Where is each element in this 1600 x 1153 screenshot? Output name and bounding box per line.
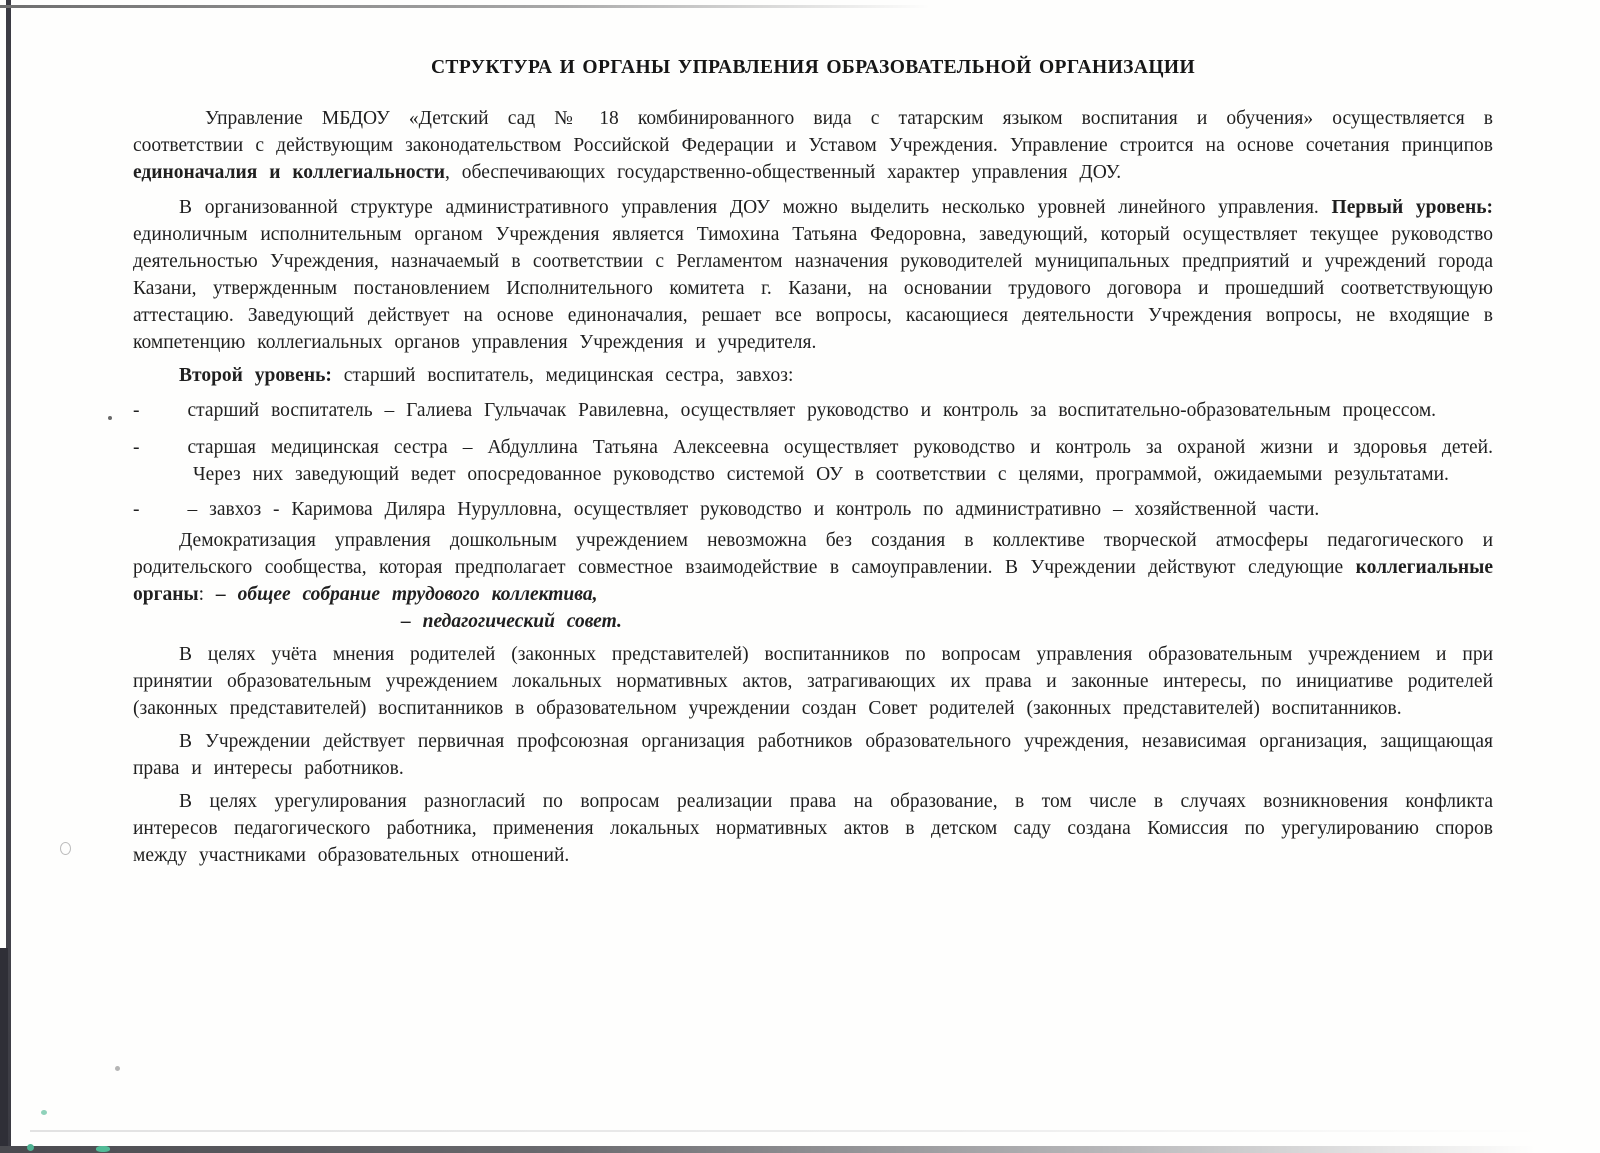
dash-marker: - <box>133 499 140 520</box>
text-run: старший воспитатель, медицинская сестра, завхоз: <box>331 365 794 386</box>
paragraph-dispute-commission: В целях урегулирования разногласий по вопросам реализации права на образование, в том числе в случаях возникновения конфликта интересов педагогического работника, применения локальных нормативных актов в детском саду создана Комиссия по урегулированию споров между участниками образовательных отношений. <box>133 791 1493 866</box>
paragraph-first-level <box>133 194 1493 356</box>
dash-marker: - <box>133 400 140 421</box>
paragraph-management-basis <box>133 105 1493 186</box>
paragraph-parents-council: В целях учёта мнения родителей (законных представителей) воспитанников по вопросам управления образовательным учреждением и при принятии образовательным учреждением локальных нормативных актов, затрагивающих их права и законные интересы, по инициативе родителей (законных представителей) воспитанников в образовательном учреждении создан Совет родителей (законных представителей) воспитанников. <box>133 644 1493 719</box>
text-run: старший воспитатель – Галиева Гульчачак Равилевна, осуществляет руководство и контроль за воспитательно-образовательным процессом. <box>187 400 1437 421</box>
text-run: единоличным исполнительным органом Учреждения является Тимохина Татьяна Федоровна, заведующий, который осуществляет текущее руководство деятельностью Учреждения, назначаемый в соответствии с Регламентом назначения руководителей муниципальных предприятий и учреждений города Казани, утвержденным постановлением Исполнительного комитета г. Казани, на основании трудового договора и прошедший соответствующую аттестацию. Заведующий действует на основе единоначалия, решает все вопросы, касающиеся деятельности Учреждения вопросы, не входящие в компетенцию коллегиальных органов управления Учреждения и учредителя. <box>133 224 1493 353</box>
text-run-bold: Второй уровень: <box>179 365 332 386</box>
text-run-bold-italic: – педагогический совет. <box>401 611 622 632</box>
text-run: В организованной структуре административного управления ДОУ можно выделить несколько уровней линейного управления. <box>179 197 1332 218</box>
scan-speck <box>115 1066 120 1071</box>
text-run-bold: Первый уровень: <box>1331 197 1493 218</box>
scan-smudge <box>60 842 71 855</box>
document-content <box>133 0 1493 869</box>
text-run: – завхоз - Каримова Диляра Нурулловна, осуществляет руководство и контроль по административно – хозяйственной части. <box>187 499 1320 520</box>
list-item-supply-manager <box>133 496 1493 523</box>
text-run-bold: единоначалия и коллегиальности <box>133 162 446 183</box>
text-run: старшая медицинская сестра – Абдуллина Татьяна Алексеевна осуществляет руководство и контроль за охраной жизни и здоровья детей. <box>187 437 1493 458</box>
text-run: Управление МБДОУ «Детский сад № 18 комбинированного вида с татарским языком воспитания и обучения» осуществляется в соответствии с действующим законодательством Российской Федерации и Уставом Учреждения. Управление строится на основе сочетания принципов <box>133 108 1493 156</box>
line-pedagogical-council <box>401 608 1493 635</box>
dash-marker: - <box>133 437 140 458</box>
text-run: Демократизация управления дошкольным учреждением невозможна без создания в коллективе творческой атмосферы педагогического и родительского сообщества, которая предполагает совместное взаимодействие в самоуправлении. В Учреждении действуют следующие <box>133 530 1493 578</box>
text-run-bold-italic: – общее собрание трудового коллектива, <box>215 584 598 605</box>
text-run-bold: коллегиальные органы <box>133 557 1493 605</box>
paragraph-trade-union: В Учреждении действует первичная профсоюзная организация работников образовательного учреждения, независимая организация, защищающая права и интересы работников. <box>133 731 1493 779</box>
list-item-senior-educator <box>133 397 1493 424</box>
scan-edge-left-bottom <box>0 948 8 1153</box>
text-run: : <box>198 584 216 605</box>
scan-speck-green <box>96 1146 110 1152</box>
scan-fold-line <box>30 1130 1550 1132</box>
text-run: , обеспечивающих государственно-общественный характер управления ДОУ. <box>445 162 1122 183</box>
scan-speck <box>108 416 112 420</box>
scan-edge-bottom <box>0 1146 1600 1153</box>
scan-speck-green <box>41 1110 47 1115</box>
document-title: СТРУКТУРА И ОРГАНЫ УПРАВЛЕНИЯ ОБРАЗОВАТЕЛЬНОЙ ОРГАНИЗАЦИИ <box>430 57 1196 78</box>
paragraph-second-level <box>133 362 1493 389</box>
scan-speck-green <box>27 1144 34 1151</box>
text-run: Через них заведующий ведет опосредованное руководство системой ОУ в соответствии с целями, программой, ожидаемыми результатами. <box>193 464 1449 485</box>
list-item-senior-nurse <box>133 434 1493 488</box>
paragraph-collegial-bodies <box>133 527 1493 608</box>
